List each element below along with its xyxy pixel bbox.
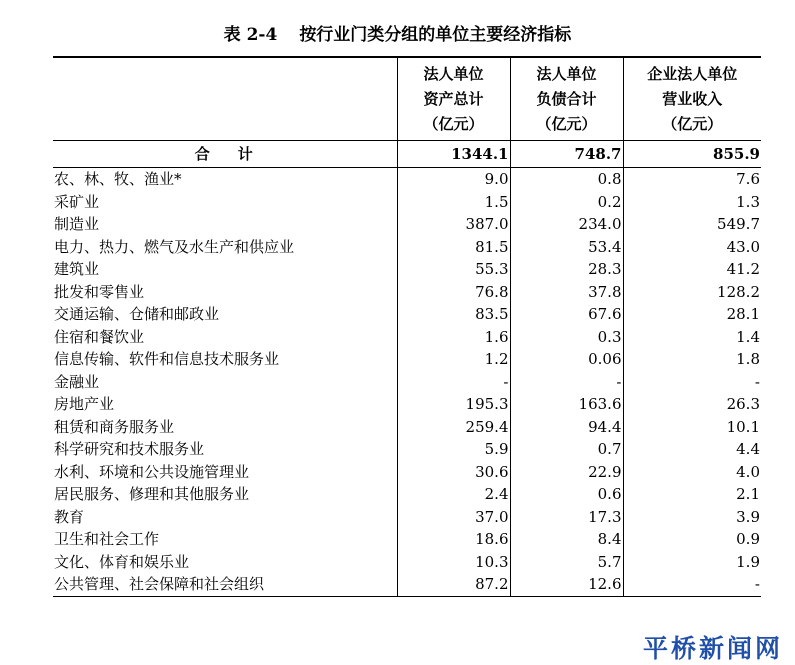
assets-cell: 10.3 <box>397 551 510 574</box>
assets-cell: - <box>397 371 510 394</box>
table-row <box>53 236 761 259</box>
revenue-cell: 26.3 <box>623 393 761 416</box>
total-assets: 1344.1 <box>397 141 510 168</box>
total-row <box>53 141 761 168</box>
table-row <box>53 303 761 326</box>
liabilities-cell: 17.3 <box>510 506 623 529</box>
total-liabilities: 748.7 <box>510 141 623 168</box>
revenue-cell: 28.1 <box>623 303 761 326</box>
industry-cell: 公共管理、社会保障和社会组织 <box>54 575 265 594</box>
liabilities-cell: 0.06 <box>510 348 623 371</box>
liabilities-cell: 53.4 <box>510 236 623 259</box>
industry-cell: 住宿和餐饮业 <box>54 327 145 346</box>
liabilities-cell: 12.6 <box>510 573 623 596</box>
table-row <box>53 551 761 574</box>
industry-cell: 采矿业 <box>54 192 100 211</box>
revenue-cell: 1.4 <box>623 326 761 349</box>
revenue-cell: 4.0 <box>623 461 761 484</box>
table-row <box>53 213 761 236</box>
assets-cell: 87.2 <box>397 573 510 596</box>
table-row <box>53 528 761 551</box>
liabilities-cell: 0.6 <box>510 483 623 506</box>
table-row <box>53 573 761 596</box>
liabilities-cell: 8.4 <box>510 528 623 551</box>
header-total-assets: 法人单位 资产总计 （亿元） <box>397 57 510 141</box>
liabilities-cell: 5.7 <box>510 551 623 574</box>
industry-cell: 建筑业 <box>54 260 100 279</box>
assets-cell: 30.6 <box>397 461 510 484</box>
liabilities-cell: 37.8 <box>510 281 623 304</box>
assets-cell: 1.6 <box>397 326 510 349</box>
assets-cell: 259.4 <box>397 416 510 439</box>
total-revenue: 855.9 <box>623 141 761 168</box>
revenue-cell: 10.1 <box>623 416 761 439</box>
assets-cell: 1.2 <box>397 348 510 371</box>
total-label: 合计 <box>194 145 281 163</box>
industry-cell: 交通运输、仓储和邮政业 <box>54 305 220 324</box>
liabilities-cell: 0.2 <box>510 191 623 214</box>
table-row <box>53 506 761 529</box>
table-row <box>53 191 761 214</box>
revenue-cell: 1.9 <box>623 551 761 574</box>
revenue-cell: 128.2 <box>623 281 761 304</box>
header-operating-revenue: 企业法人单位 营业收入 （亿元） <box>623 57 761 141</box>
table-row <box>53 393 761 416</box>
header-industry <box>53 57 397 141</box>
table-title <box>0 20 795 45</box>
revenue-cell: 0.9 <box>623 528 761 551</box>
liabilities-cell: 67.6 <box>510 303 623 326</box>
revenue-cell: 3.9 <box>623 506 761 529</box>
industry-cell: 居民服务、修理和其他服务业 <box>54 485 250 504</box>
table-row <box>53 258 761 281</box>
liabilities-cell: 28.3 <box>510 258 623 281</box>
header-row <box>53 57 761 141</box>
assets-cell: 1.5 <box>397 191 510 214</box>
table-row <box>53 461 761 484</box>
industry-cell: 科学研究和技术服务业 <box>54 440 205 459</box>
assets-cell: 76.8 <box>397 281 510 304</box>
industry-cell: 农、林、牧、渔业* <box>54 170 182 189</box>
table-row <box>53 416 761 439</box>
revenue-cell: 549.7 <box>623 213 761 236</box>
industry-cell: 卫生和社会工作 <box>54 530 160 549</box>
liabilities-cell: 0.7 <box>510 438 623 461</box>
assets-cell: 387.0 <box>397 213 510 236</box>
table-row <box>53 438 761 461</box>
industry-cell: 制造业 <box>54 215 100 234</box>
revenue-cell: 7.6 <box>623 168 761 191</box>
industry-cell: 信息传输、软件和信息技术服务业 <box>54 350 280 369</box>
table-row <box>53 348 761 371</box>
table-row <box>53 281 761 304</box>
assets-cell: 195.3 <box>397 393 510 416</box>
industry-cell: 金融业 <box>54 372 100 391</box>
table-row <box>53 483 761 506</box>
revenue-cell: - <box>623 371 761 394</box>
table-number: 表 2-4 <box>223 25 278 45</box>
liabilities-cell: - <box>510 371 623 394</box>
revenue-cell: 1.3 <box>623 191 761 214</box>
assets-cell: 37.0 <box>397 506 510 529</box>
assets-cell: 81.5 <box>397 236 510 259</box>
revenue-cell: 1.8 <box>623 348 761 371</box>
header-total-liabilities: 法人单位 负债合计 （亿元） <box>510 57 623 141</box>
liabilities-cell: 0.8 <box>510 168 623 191</box>
liabilities-cell: 163.6 <box>510 393 623 416</box>
industry-cell: 房地产业 <box>54 395 115 414</box>
liabilities-cell: 234.0 <box>510 213 623 236</box>
table-row <box>53 371 761 394</box>
table-title-text: 按行业门类分组的单位主要经济指标 <box>299 25 572 45</box>
industry-cell: 文化、体育和娱乐业 <box>54 552 190 571</box>
liabilities-cell: 22.9 <box>510 461 623 484</box>
revenue-cell: 41.2 <box>623 258 761 281</box>
liabilities-cell: 0.3 <box>510 326 623 349</box>
assets-cell: 9.0 <box>397 168 510 191</box>
assets-cell: 83.5 <box>397 303 510 326</box>
industry-cell: 租赁和商务服务业 <box>54 417 175 436</box>
assets-cell: 5.9 <box>397 438 510 461</box>
assets-cell: 55.3 <box>397 258 510 281</box>
assets-cell: 2.4 <box>397 483 510 506</box>
assets-cell: 18.6 <box>397 528 510 551</box>
table-row <box>53 326 761 349</box>
site-watermark: 平桥新闻网 <box>642 634 783 663</box>
industry-cell: 水利、环境和公共设施管理业 <box>54 462 250 481</box>
revenue-cell: 43.0 <box>623 236 761 259</box>
revenue-cell: 2.1 <box>623 483 761 506</box>
table-row <box>53 168 761 191</box>
industry-cell: 教育 <box>54 507 85 526</box>
industry-cell: 电力、热力、燃气及水生产和供应业 <box>54 237 295 256</box>
economic-indicators-table <box>53 56 761 597</box>
industry-cell: 批发和零售业 <box>54 282 145 301</box>
revenue-cell: - <box>623 573 761 596</box>
revenue-cell: 4.4 <box>623 438 761 461</box>
liabilities-cell: 94.4 <box>510 416 623 439</box>
